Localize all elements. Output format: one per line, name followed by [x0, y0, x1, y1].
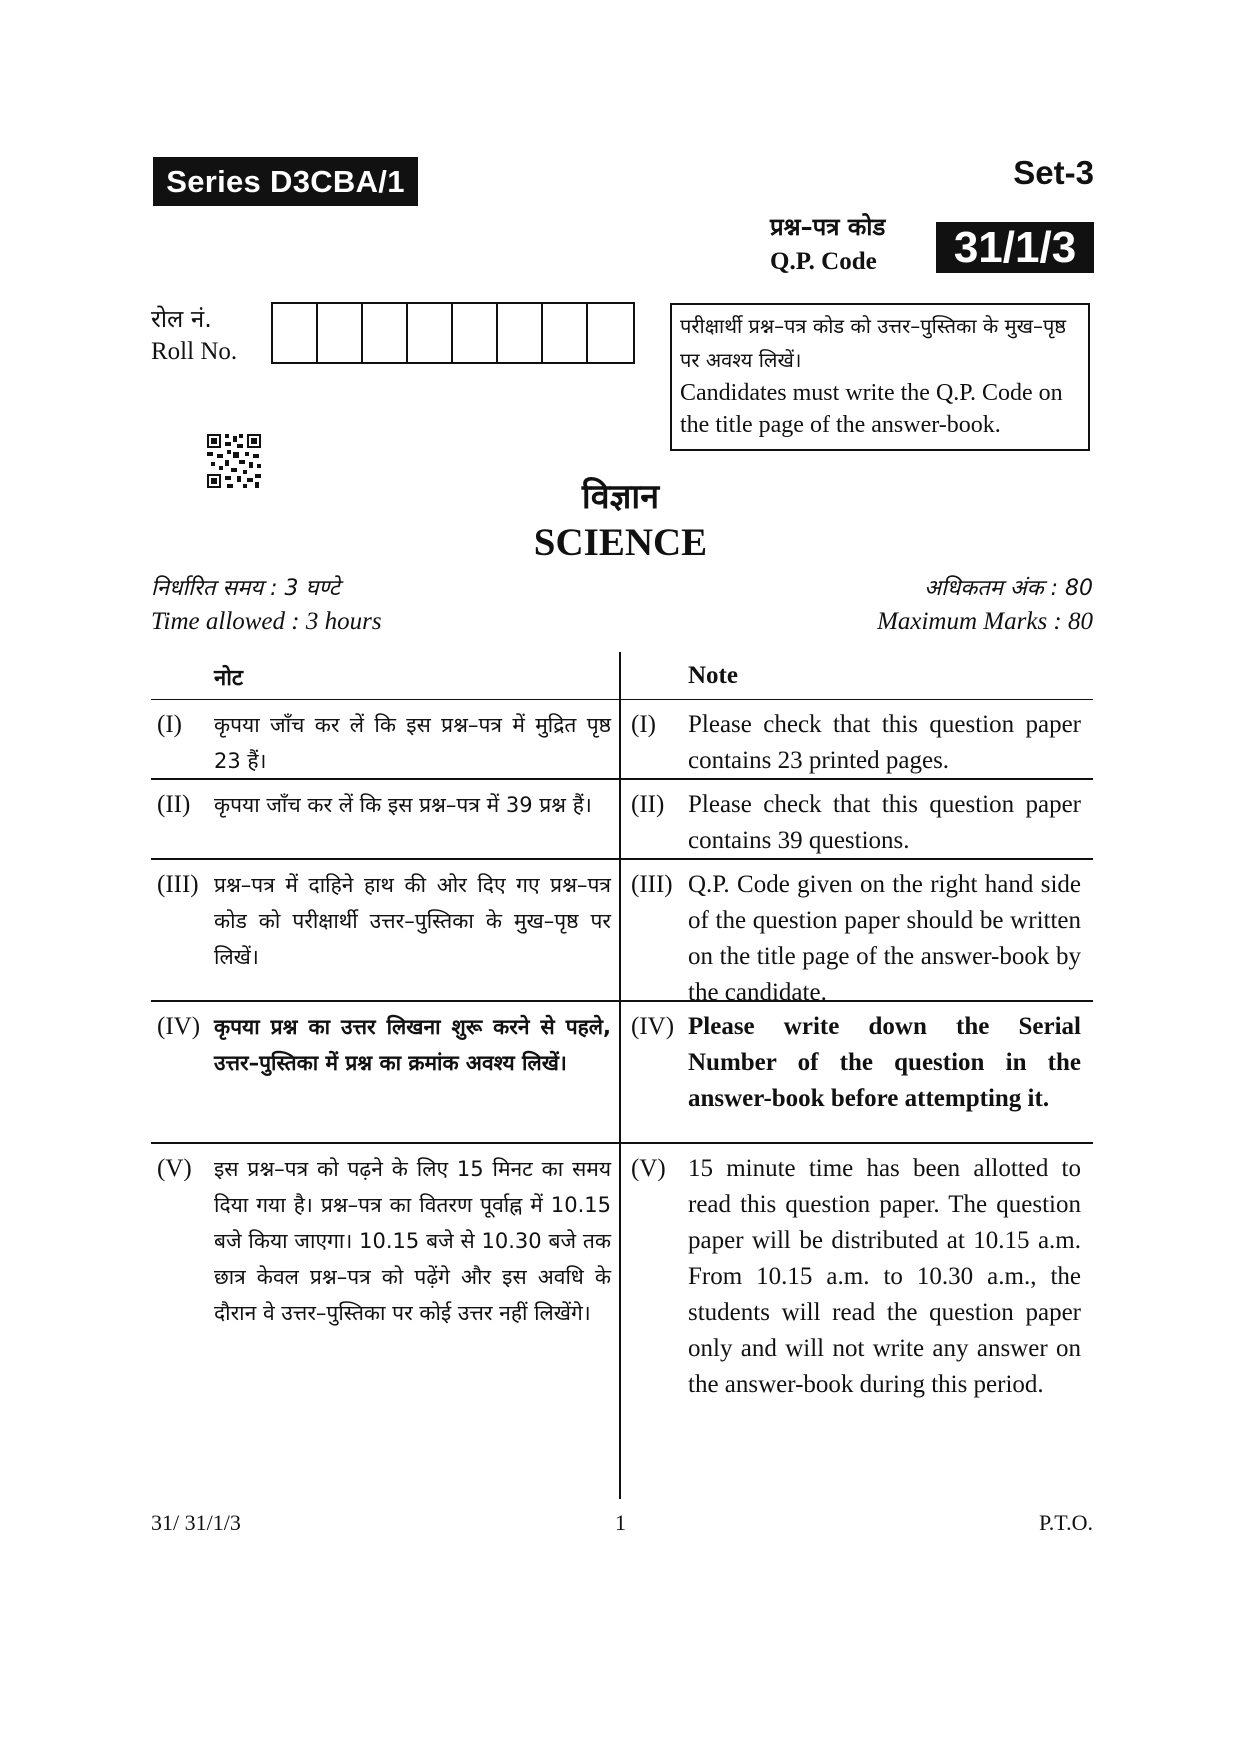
series-badge: Series D3CBA/1: [153, 157, 418, 206]
page-number: 1: [615, 1510, 626, 1535]
max-marks-hindi: अधिकतम अंक : 80: [924, 576, 1093, 601]
notes-table: [151, 652, 1093, 1449]
qp-code-label: Q.P. Code: [770, 248, 877, 275]
note-text-hindi: कृपया जाँच कर लें कि इस प्रश्न–पत्र में 39 प्रश्न हैं।: [214, 793, 592, 817]
roll-number-boxes: [271, 302, 635, 364]
note-number: (II): [157, 791, 191, 818]
note-number: (III): [157, 871, 199, 898]
time-allowed-hindi: निर्धारित समय : 3 घण्टे: [151, 576, 340, 601]
note-number: (V): [631, 1155, 666, 1182]
note-text-hindi: कृपया जाँच कर लें कि इस प्रश्न–पत्र में मुद्रित पृष्ठ 23 हैं।: [214, 713, 611, 773]
note-row: [151, 780, 1093, 860]
subject-title-hindi: विज्ञान: [581, 477, 660, 517]
notice-english: Candidates must write the Q.P. Code on the title page of the answer-book.: [680, 380, 1063, 438]
pto-label: P.T.O.: [1039, 1510, 1093, 1535]
note-number: (V): [157, 1155, 192, 1182]
note-text-hindi: कृपया प्रश्न का उत्तर लिखना शुरू करने से पहले, उत्तर–पुस्तिका में प्रश्न का क्रमांक अवश्य लिखें।: [214, 1015, 611, 1075]
note-text-hindi: प्रश्न–पत्र में दाहिने हाथ की ओर दिए गए प्रश्न–पत्र कोड को परीक्षार्थी उत्तर–पुस्तिका के मुख–पृष्ठ पर लिखें।: [214, 873, 611, 969]
note-number: (I): [631, 711, 656, 738]
roll-digit-box[interactable]: [273, 304, 318, 362]
notes-heading-hindi: नोट: [214, 666, 243, 691]
roll-digit-box[interactable]: [318, 304, 363, 362]
footer-code: 31/ 31/1/3: [151, 1510, 241, 1535]
roll-label-hindi: रोल नं.: [151, 305, 212, 333]
roll-digit-box[interactable]: [498, 304, 543, 362]
qp-code-notice: [670, 303, 1090, 451]
roll-label: Roll No.: [151, 338, 238, 365]
max-marks: Maximum Marks : 80: [877, 608, 1093, 635]
note-text: Please write down the Serial Number of the question in the answer-book before attempting it.: [688, 1013, 1081, 1112]
column-divider: [619, 652, 621, 1499]
set-label: Set-3: [1013, 154, 1094, 191]
roll-digit-box[interactable]: [453, 304, 498, 362]
note-number: (II): [631, 791, 665, 818]
qp-code-badge: 31/1/3: [936, 222, 1094, 273]
note-text: 15 minute time has been allotted to read this question paper. The question paper will be distributed at 10.15 a.m. From 10.15 a.m. to 10.30 a.m., the students will read the question paper only and will not write any answer on the answer-book during this period.: [688, 1155, 1081, 1398]
note-row: [151, 1144, 1093, 1449]
roll-digit-box[interactable]: [408, 304, 453, 362]
note-row: [151, 860, 1093, 1006]
note-row: [151, 1002, 1093, 1144]
roll-digit-box[interactable]: [543, 304, 588, 362]
note-number: (III): [631, 871, 673, 898]
qp-code-label-hindi: प्रश्न–पत्र कोड: [770, 213, 886, 241]
roll-digit-box[interactable]: [588, 304, 633, 362]
note-text: Please check that this question paper contains 39 questions.: [688, 791, 1081, 854]
notes-header: [151, 652, 1093, 700]
notice-hindi: परीक्षार्थी प्रश्न–पत्र कोड को उत्तर–पुस्तिका के मुख–पृष्ठ पर अवश्य लिखें।: [680, 314, 1067, 372]
note-number: (I): [157, 711, 182, 738]
roll-digit-box[interactable]: [363, 304, 408, 362]
note-row: [151, 700, 1093, 780]
subject-title: SCIENCE: [533, 521, 708, 564]
note-text-hindi: इस प्रश्न–पत्र को पढ़ने के लिए 15 मिनट का समय दिया गया है। प्रश्न–पत्र का वितरण पूर्वाह्न में 10.15 बजे किया जाएगा। 10.15 बजे से 10.30 बजे तक छात्र केवल प्रश्न–पत्र को पढ़ेंगे और इस अवधि के दौरान वे उत्तर–पुस्तिका पर कोई उत्तर नहीं लिखेंगे।: [214, 1157, 611, 1325]
note-number: (IV): [157, 1013, 201, 1040]
notes-heading: Note: [688, 662, 738, 689]
time-allowed: Time allowed : 3 hours: [151, 608, 382, 635]
note-number: (IV): [631, 1013, 675, 1040]
note-text: Please check that this question paper contains 23 printed pages.: [688, 711, 1081, 774]
note-text: Q.P. Code given on the right hand side of the question paper should be written on the title page of the answer-book by the candidate.: [688, 871, 1081, 1006]
